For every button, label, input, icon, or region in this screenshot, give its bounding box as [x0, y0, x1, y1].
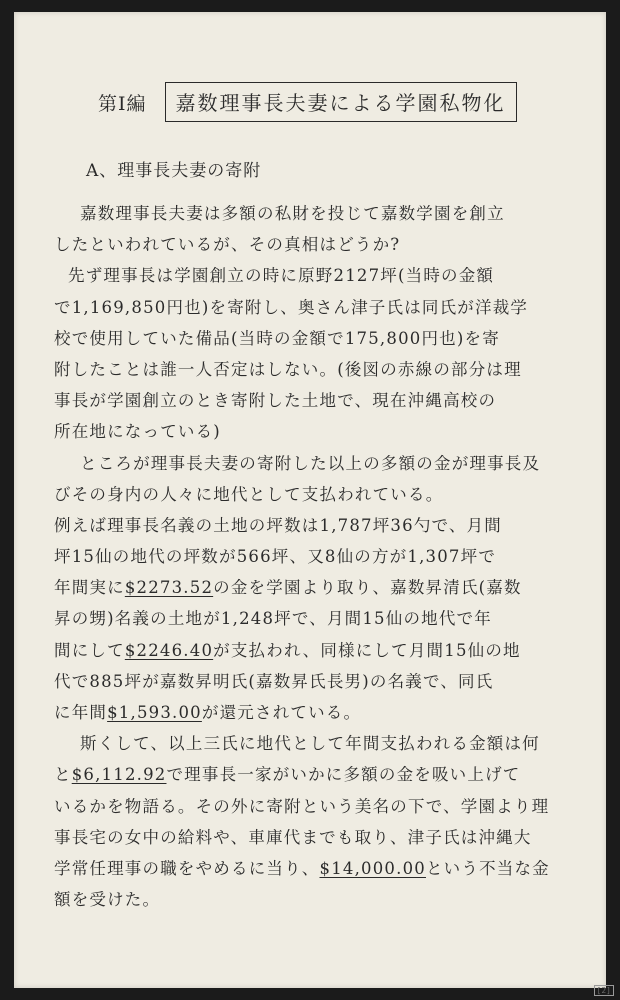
amount-underlined: $14,000.00	[319, 858, 426, 878]
text-line: 間にして$2246.40が支払われ、同様にして月間15仙の地	[54, 640, 521, 660]
text-line: びその身内の人々に地代として支払われている。	[54, 484, 444, 504]
text-line: 学常任理事の職をやめるに当り、$14,000.00という不当な金	[54, 858, 550, 878]
text-line: 昇の甥)名義の土地が1,248坪で、月間15仙の地代で年	[54, 609, 492, 629]
body-text	[54, 198, 584, 915]
amount-underlined: $6,112.92	[71, 765, 167, 785]
text-line: 所在地になっている)	[54, 422, 221, 442]
chapter-title: 嘉数理事長夫妻による学園私物化	[165, 82, 517, 122]
text-line: に年間$1,593.00が還元されている。	[54, 703, 362, 722]
title-row	[98, 82, 517, 122]
amount-underlined: $2273.52	[124, 578, 214, 598]
text-line: 先ず理事長は学園創立の時に原野2127坪(当時の金額	[68, 266, 495, 286]
document-page	[14, 12, 606, 988]
text-line: ところが理事長夫妻の寄附した以上の多額の金が理事長及	[80, 453, 541, 473]
text-line: 例えば理事長名義の土地の坪数は1,787坪36勺で、月間	[54, 515, 503, 535]
text-line: 事長宅の女中の給料や、車庫代までも取り、津子氏は沖縄大	[54, 827, 532, 847]
text-line: いるかを物語る。その外に寄附という美名の下で、学園より理	[54, 796, 550, 816]
amount-underlined: $1,593.00	[107, 703, 202, 722]
text-line: 嘉数理事長夫妻は多額の私財を投じて嘉数学園を創立	[80, 204, 505, 223]
amount-underlined: $2246.40	[124, 640, 214, 660]
text-line: 校で使用していた備品(当時の金額で175,800円也)を寄	[54, 328, 500, 348]
text-line: 事長が学園創立のとき寄附した土地で、現在沖縄高校の	[54, 391, 497, 411]
text-line: で1,169,850円也)を寄附し、奥さん津子氏は同氏が洋裁学	[54, 297, 529, 317]
page-marker: [2]	[594, 985, 614, 996]
text-line: 附したことは誰一人否定はしない。(後図の赤線の部分は理	[54, 359, 522, 379]
text-line: 代で885坪が嘉数昇明氏(嘉数昇氏長男)の名義で、同氏	[54, 671, 494, 691]
text-line: したといわれているが、その真相はどうか?	[54, 235, 401, 255]
text-line: 斯くして、以上三氏に地代として年間支払われる金額は何	[80, 734, 540, 754]
part-label: 第Ⅰ編	[98, 92, 147, 115]
text-line: 年間実に$2273.52の金を学園より取り、嘉数昇清氏(嘉数	[54, 578, 522, 598]
text-line: 額を受けた。	[54, 890, 161, 910]
text-line: 坪15仙の地代の坪数が566坪、又8仙の方が1,307坪で	[54, 547, 497, 567]
section-heading: A、理事長夫妻の寄附	[86, 161, 262, 181]
text-line: と$6,112.92で理事長一家がいかに多額の金を吸い上げて	[54, 765, 521, 785]
